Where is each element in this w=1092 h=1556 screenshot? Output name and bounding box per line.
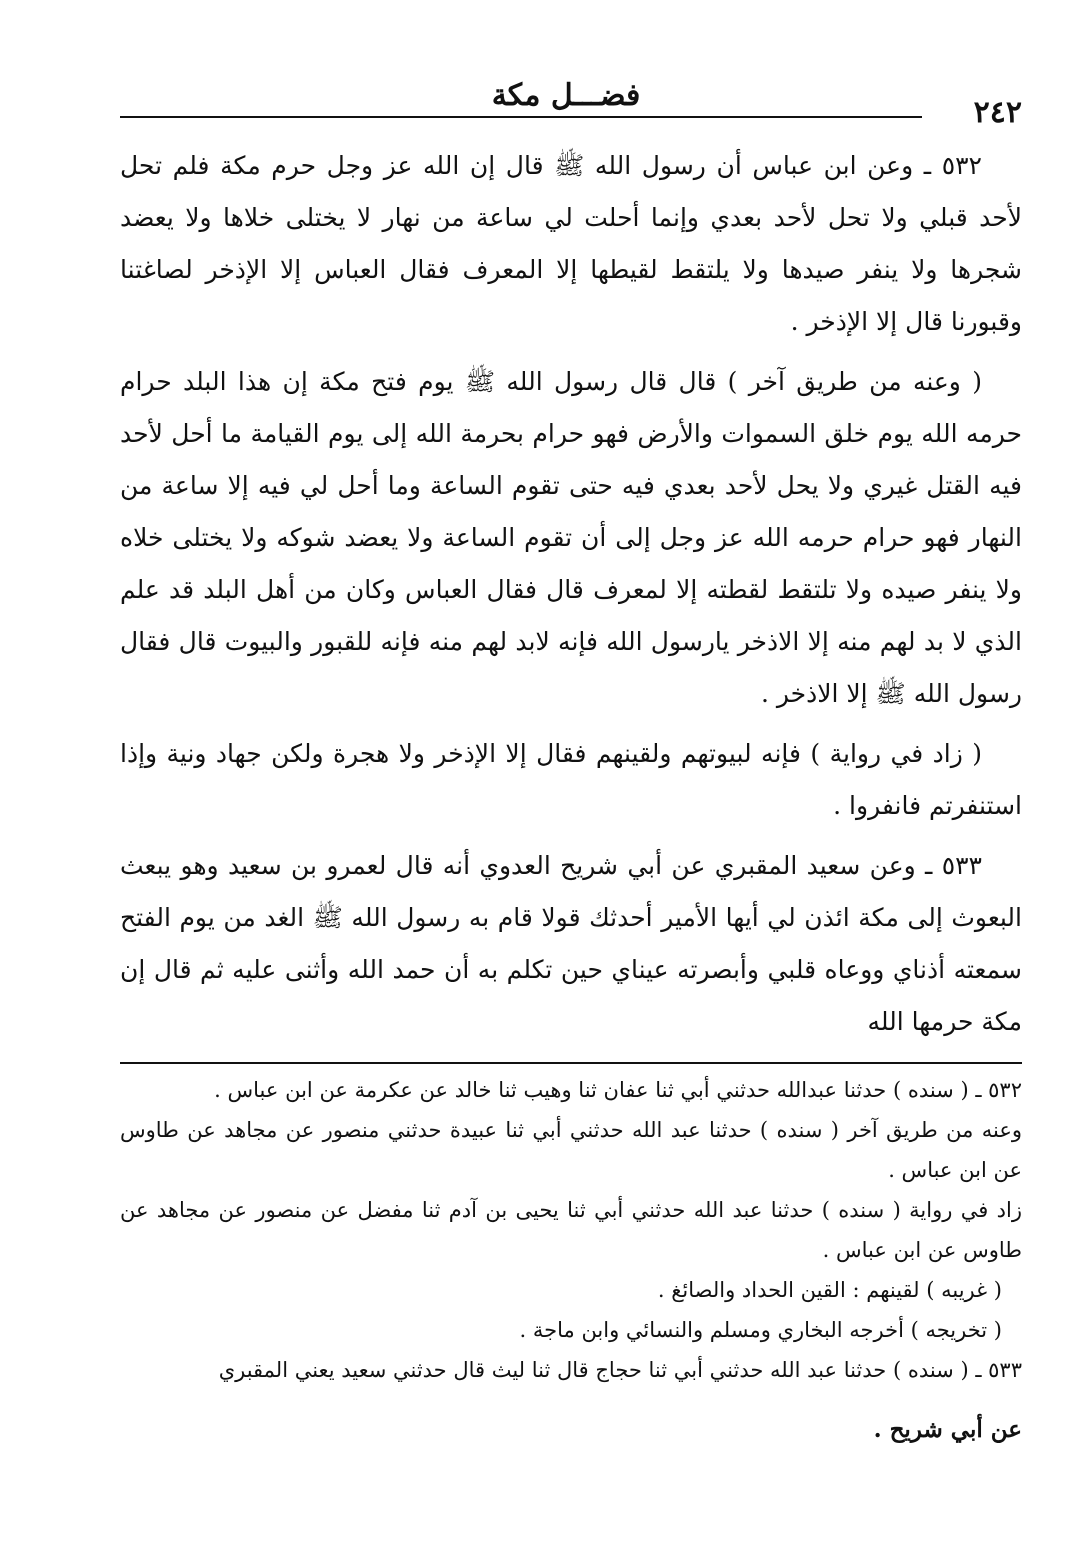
footnote-last-line: عن أبي شريح . (873, 1416, 1022, 1443)
footnote-line: ٥٣٢ ـ ( سنده ) حدثنا عبدالله حدثني أبي ثنا عفان ثنا وهيب ثنا خالد عن عكرمة عن ابن عباس . (214, 1078, 1022, 1102)
footnote-line: وعنه من طريق آخر ( سنده ) حدثنا عبد الله حدثني أبي ثنا عبيدة حدثني منصور عن مجاهد عن طاوس عن ابن عباس . (120, 1118, 1022, 1182)
page-header (110, 70, 1022, 130)
header-rule (120, 116, 922, 118)
running-title: فضـــل مكة (491, 78, 641, 113)
footnotes (120, 1070, 1022, 1450)
hadith-533: ٥٣٣ ـ وعن سعيد المقبري عن أبي شريح العدوي أنه قال لعمرو بن سعيد وهو يبعث البعوث إلى مكة ائذن لي أيها الأمير أحدثك قولا قام به رسول الله ﷺ الغد من يوم الفتح سمعته أذناي ووعاه قلبي وأبصرته عيناي حين تكلم به أن حمد الله وأثنى عليه ثم قال إن مكة حرمها الله (120, 851, 1022, 1036)
footnote-line: ٥٣٣ ـ ( سنده ) حدثنا عبد الله حدثني أبي ثنا حجاج قال ثنا ليث قال حدثني سعيد يعني المقبري (218, 1358, 1022, 1382)
footnote-line: ( غريبه ) لقينهم : القين الحداد والصائغ . (657, 1278, 1002, 1302)
footnote-divider (120, 1062, 1022, 1064)
footnote-line: ( تخريجه ) أخرجه البخاري ومسلم والنسائي وابن ماجة . (519, 1318, 1002, 1342)
page-number: ٢٤٢ (973, 95, 1022, 130)
hadith-532-addition: ( زاد في رواية ) فإنه لبيوتهم ولقينهم فقال إلا الإذخر ولا هجرة ولكن جهاد ونية وإذا استنفرتم فانفروا . (120, 739, 1022, 820)
footnote-line: زاد في رواية ( سنده ) حدثنا عبد الله حدثني أبي ثنا يحيى بن آدم ثنا مفضل عن منصور عن مجاهد عن طاوس عن ابن عباس . (120, 1198, 1022, 1262)
hadith-532: ٥٣٢ ـ وعن ابن عباس أن رسول الله ﷺ قال إن الله عز وجل حرم مكة فلم تحل لأحد قبلي ولا تحل لأحد بعدي وإنما أحلت لي ساعة من نهار لا يختلى خلاها ولا يعضد شجرها ولا ينفر صيدها ولا يلتقط لقيطها إلا المعرف فقال العباس إلا الإذخر لصاغتنا وقبورنا قال إلا الإذخر . (120, 151, 1022, 336)
main-text (120, 140, 1022, 1056)
hadith-532-second-route: ( وعنه من طريق آخر ) قال قال رسول الله ﷺ يوم فتح مكة إن هذا البلد حرام حرمه الله يوم خلق السموات والأرض فهو حرام بحرمة الله إلى يوم القيامة ما أحل لأحد فيه القتل غيري ولا يحل لأحد بعدي فيه حتى تقوم الساعة وما أحل لي فيه إلا ساعة من النهار فهو حرام حرمه الله عز وجل إلى أن تقوم الساعة ولا يعضد شوكه ولا يختلى خلاه ولا ينفر صيده ولا تلتقط لقطته إلا لمعرف قال فقال العباس وكان من أهل البلد قد علم الذي لا بد لهم منه إلا الاذخر يارسول الله فإنه لابد لهم منه فإنه للقبور والبيوت قال فقال رسول الله ﷺ إلا الاذخر . (120, 367, 1022, 708)
